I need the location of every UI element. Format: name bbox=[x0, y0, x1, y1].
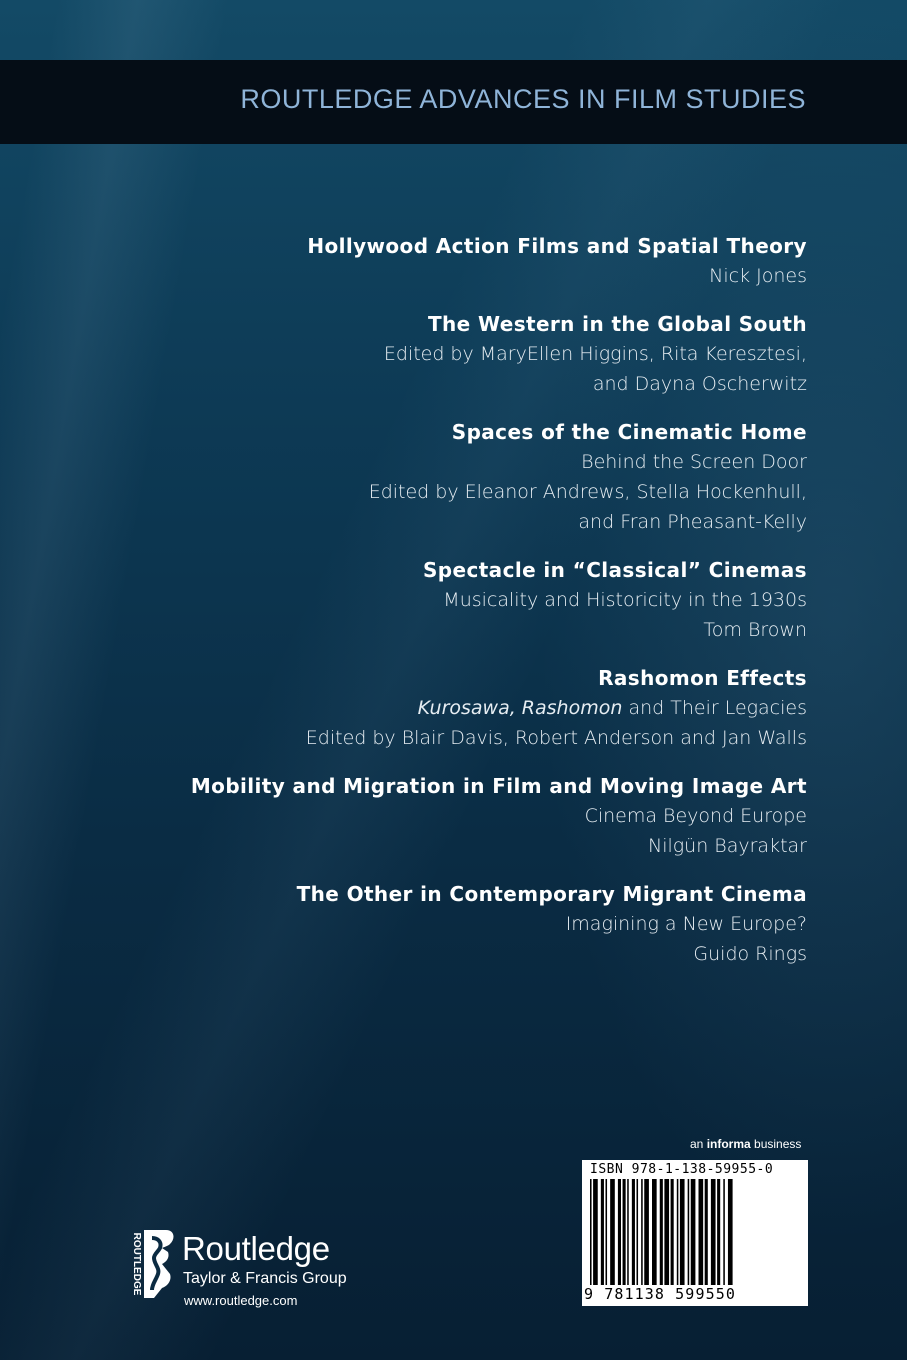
book-author: Nick Jones bbox=[709, 265, 807, 287]
book-entry bbox=[107, 555, 807, 645]
barcode-bar bbox=[644, 1179, 649, 1285]
informa-tagline bbox=[690, 1137, 801, 1151]
barcode-bar bbox=[688, 1179, 690, 1285]
barcode-bar bbox=[711, 1179, 716, 1285]
book-entry bbox=[107, 879, 807, 969]
barcode-bar bbox=[728, 1179, 733, 1285]
book-subtitle: Behind the Screen Door bbox=[581, 451, 807, 473]
book-author: Guido Rings bbox=[693, 943, 807, 965]
isbn-digits: 9 781138 599550 bbox=[584, 1285, 806, 1303]
barcode-bar bbox=[601, 1179, 604, 1285]
book-subtitle-rest: and Their Legacies bbox=[622, 697, 807, 719]
barcode-bar bbox=[593, 1179, 598, 1285]
barcode-bar bbox=[623, 1179, 626, 1285]
barcode-bar bbox=[680, 1179, 685, 1285]
informa-brand: informa bbox=[706, 1137, 751, 1151]
book-list bbox=[107, 231, 807, 987]
book-title: Hollywood Action Films and Spatial Theory bbox=[307, 234, 807, 258]
informa-suffix: business bbox=[750, 1137, 802, 1151]
barcode-bar bbox=[671, 1179, 674, 1285]
book-editors: Edited by MaryEllen Higgins, Rita Keresztesi, bbox=[383, 343, 807, 365]
barcode-bar bbox=[627, 1179, 629, 1285]
barcode-bar bbox=[723, 1179, 725, 1285]
barcode-bars bbox=[588, 1179, 802, 1289]
barcode-bar bbox=[618, 1179, 621, 1285]
book-title: The Other in Contemporary Migrant Cinema bbox=[296, 882, 807, 906]
book-title: The Western in the Global South bbox=[427, 312, 807, 336]
barcode-bar bbox=[660, 1179, 663, 1285]
barcode-bar bbox=[590, 1179, 592, 1285]
logo-vertical-text: ROUTLEDGE bbox=[131, 1232, 142, 1296]
book-subtitle: Imagining a New Europe? bbox=[565, 913, 807, 935]
barcode-bar bbox=[606, 1179, 608, 1285]
book-editors: Edited by Blair Davis, Robert Anderson and Jan Walls bbox=[305, 727, 807, 749]
barcode-bar bbox=[717, 1179, 720, 1285]
book-title: Spaces of the Cinematic Home bbox=[451, 420, 807, 444]
isbn-label: ISBN 978-1-138-59955-0 bbox=[590, 1162, 774, 1177]
barcode-bar bbox=[632, 1179, 635, 1285]
barcode-bar bbox=[705, 1179, 708, 1285]
barcode-bar bbox=[641, 1179, 643, 1285]
book-entry bbox=[107, 231, 807, 291]
barcode-bar bbox=[610, 1179, 615, 1285]
book-subtitle: Musicality and Historicity in the 1930s bbox=[443, 589, 807, 611]
publisher-group: Taylor & Francis Group bbox=[183, 1270, 347, 1287]
book-subtitle-italic: Kurosawa, Rashomon bbox=[417, 697, 623, 719]
book-editors: and Fran Pheasant-Kelly bbox=[578, 511, 807, 533]
barcode-bar bbox=[637, 1179, 639, 1285]
book-title: Mobility and Migration in Film and Moving Image Art bbox=[190, 774, 807, 798]
book-title: Spectacle in “Classical” Cinemas bbox=[422, 558, 807, 582]
publisher-url: www.routledge.com bbox=[184, 1293, 298, 1308]
series-title: ROUTLEDGE ADVANCES IN FILM STUDIES bbox=[240, 84, 806, 114]
book-entry bbox=[107, 663, 807, 753]
book-entry bbox=[107, 771, 807, 861]
barcode-bar bbox=[691, 1179, 696, 1285]
book-author: Nilgün Bayraktar bbox=[648, 835, 807, 857]
informa-prefix: an bbox=[690, 1137, 707, 1151]
book-entry bbox=[107, 417, 807, 537]
book-editors: and Dayna Oscherwitz bbox=[592, 373, 807, 395]
publisher-name: Routledge bbox=[182, 1230, 330, 1267]
barcode-bar bbox=[677, 1179, 679, 1285]
isbn-barcode bbox=[582, 1160, 808, 1306]
book-title: Rashomon Effects bbox=[598, 666, 807, 690]
book-editors: Edited by Eleanor Andrews, Stella Hockenhull, bbox=[368, 481, 807, 503]
book-entry bbox=[107, 309, 807, 399]
book-subtitle: Cinema Beyond Europe bbox=[584, 805, 807, 827]
routledge-logo-icon bbox=[124, 1228, 178, 1300]
barcode-bar bbox=[699, 1179, 704, 1285]
book-subtitle bbox=[107, 693, 807, 723]
barcode-bar bbox=[652, 1179, 657, 1285]
barcode-bar bbox=[664, 1179, 669, 1285]
book-author: Tom Brown bbox=[703, 619, 807, 641]
